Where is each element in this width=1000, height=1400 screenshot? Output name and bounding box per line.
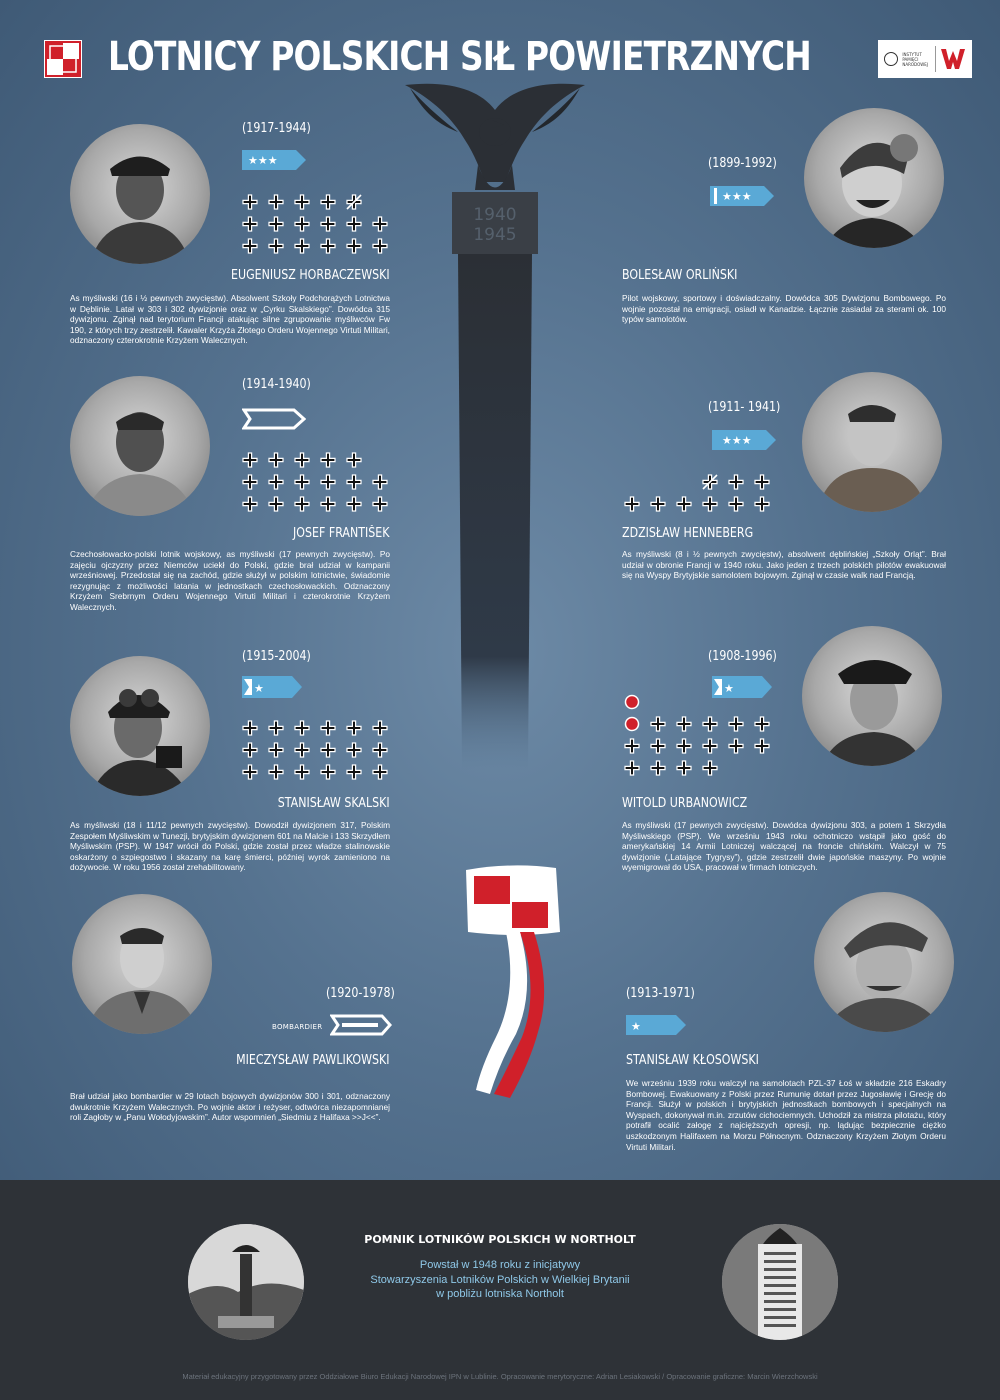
- ipn-logo-text: INSTYTUT PAMIĘCI NARODOWEJ: [902, 51, 928, 67]
- years-henneberg: (1911- 1941): [708, 400, 781, 415]
- eagle-icon: [405, 84, 585, 190]
- victory-cross-icon: [755, 475, 769, 489]
- svg-text:★: ★: [254, 682, 264, 695]
- monument-illustration: [370, 70, 620, 770]
- half-victory-cross-icon: [703, 475, 717, 489]
- victory-cross-icon: [755, 739, 769, 753]
- japanese-victory-roundel-icon: [626, 696, 639, 709]
- name-pawlikowski: MIECZYSŁAW PAWLIKOWSKI: [236, 1053, 390, 1068]
- victory-crosses-urbanowicz: [620, 690, 780, 780]
- victory-cross-icon: [321, 475, 335, 489]
- victory-cross-icon: [373, 497, 387, 511]
- victory-cross-icon: [703, 717, 717, 731]
- victory-cross-icon: [729, 475, 743, 489]
- victory-cross-icon: [347, 721, 361, 735]
- footer-line-1: Powstał w 1948 roku z inicjatywy: [419, 1259, 581, 1271]
- victory-cross-icon: [243, 195, 257, 209]
- victory-cross-icon: [243, 453, 257, 467]
- victory-cross-icon: [373, 743, 387, 757]
- victory-cross-icon: [295, 195, 309, 209]
- victory-cross-icon: [269, 765, 283, 779]
- victory-cross-icon: [729, 497, 743, 511]
- victory-cross-icon: [321, 721, 335, 735]
- victory-cross-icon: [243, 217, 257, 231]
- victory-cross-icon: [243, 239, 257, 253]
- portrait-horbaczewski: [70, 124, 210, 264]
- victory-cross-icon: [269, 239, 283, 253]
- victory-cross-icon: [243, 743, 257, 757]
- victory-cross-icon: [295, 239, 309, 253]
- footer-photo-plaque: [722, 1224, 838, 1340]
- victory-cross-icon: [295, 765, 309, 779]
- victory-cross-icon: [243, 497, 257, 511]
- portrait-skalski: [70, 656, 210, 796]
- victory-cross-icon: [729, 739, 743, 753]
- victory-cross-icon: [321, 195, 335, 209]
- victory-cross-icon: [677, 761, 691, 775]
- plaque-year-start: 1940: [473, 205, 517, 225]
- victory-cross-icon: [625, 497, 639, 511]
- ribbon-checkerboard-illustration: [456, 862, 566, 1102]
- victory-cross-icon: [729, 717, 743, 731]
- victory-cross-icon: [651, 717, 665, 731]
- victory-cross-icon: [347, 765, 361, 779]
- victory-cross-icon: [321, 453, 335, 467]
- victory-cross-icon: [625, 761, 639, 775]
- checkerboard-icon: [44, 40, 82, 78]
- victory-cross-icon: [321, 217, 335, 231]
- years-frantisek: (1914-1940): [242, 377, 311, 392]
- name-henneberg: ZDZISŁAW HENNEBERG: [622, 526, 754, 541]
- portrait-henneberg: [802, 372, 942, 512]
- victory-cross-icon: [677, 497, 691, 511]
- name-klosowski: STANISŁAW KŁOSOWSKI: [626, 1053, 759, 1068]
- years-pawlikowski: (1920-1978): [326, 986, 395, 1001]
- victory-cross-icon: [269, 497, 283, 511]
- victory-cross-icon: [321, 497, 335, 511]
- bio-skalski: As myśliwski (18 i 11/12 pewnych zwycięstw). Dowodził dywizjonem 317, Polskim Zespołem Myśliwskim w Tunezji, brytyjskim dywizjonem 601 na Malcie i 133 Skrzydłem Myśliwskim (PSP). W 1947 wrócił do Polski, gdzie został przez władze stalinowskie oskarżony o szpiegostwo i skazany na karę śmierci, później wyrok zamieniono na dożywocie. W roku 1956 został zrehabilitowany.: [70, 820, 390, 873]
- rank-badge-orlinski: [710, 186, 774, 206]
- victory-cross-icon: [703, 761, 717, 775]
- svg-text:★: ★: [724, 682, 734, 695]
- victory-cross-icon: [703, 497, 717, 511]
- years-urbanowicz: (1908-1996): [708, 649, 777, 664]
- bio-pawlikowski: Brał udział jako bombardier w 29 lotach bojowych dywizjonów 300 i 301, odznaczony dwukrotnie Krzyżem Walecznych. Po wojnie aktor i reżyser, odtwórca niezapomnianej roli Zagłoby w „Panu Wołodyjowskim”. Autor wspomnień „Siedmiu z Halifaxa >>J<<”.: [70, 1091, 390, 1123]
- victory-cross-icon: [269, 217, 283, 231]
- portrait-pawlikowski: [72, 894, 212, 1034]
- victory-cross-icon: [755, 717, 769, 731]
- victory-crosses-horbaczewski: [238, 190, 398, 254]
- bio-horbaczewski: As myśliwski (16 i ½ pewnych zwycięstw). Absolwent Szkoły Podchorążych Lotnictwa w Dęblinie. Latał w 303 i 302 dywizjonie oraz w „Cyrku Skalskiego”. Dowódca 315 dywizjonu. Zginął nad terytorium Francji atakując silne zgrupowanie myśliwców Fw 190, z których trzy zestrzelił. Kawaler Krzyża Złotego Orderu Wojennego Virtuti Militari, odznaczony czterokrotnie Krzyżem Walecznych.: [70, 293, 390, 346]
- years-horbaczewski: (1917-1944): [242, 121, 311, 136]
- victory-cross-icon: [321, 743, 335, 757]
- ipn-seal-icon: [884, 52, 898, 66]
- victory-cross-icon: [651, 761, 665, 775]
- rank-badge-frantisek: [242, 408, 306, 430]
- logo-divider: [935, 46, 936, 72]
- name-urbanowicz: WITOLD URBANOWICZ: [622, 796, 748, 811]
- page-title: LOTNICY POLSKICH SIŁ POWIETRZNYCH: [108, 34, 811, 80]
- victory-cross-icon: [373, 475, 387, 489]
- victory-cross-icon: [651, 497, 665, 511]
- plaque-year-end: 1945: [473, 225, 517, 245]
- victory-cross-icon: [651, 739, 665, 753]
- victory-cross-icon: [321, 765, 335, 779]
- portrait-frantisek: [70, 376, 210, 516]
- victory-cross-icon: [755, 497, 769, 511]
- rank-badge-pawlikowski: [330, 1014, 392, 1036]
- victory-crosses-henneberg: [620, 470, 780, 514]
- svg-text:★: ★: [631, 1020, 641, 1033]
- name-skalski: STANISŁAW SKALSKI: [278, 796, 390, 811]
- rank-label-bombardier: BOMBARDIER: [272, 1023, 323, 1031]
- monument-column: [458, 254, 532, 770]
- name-horbaczewski: EUGENIUSZ HORBACZEWSKI: [231, 268, 390, 283]
- rank-badge-horbaczewski: [242, 150, 306, 170]
- bio-klosowski: We wrześniu 1939 roku walczył na samolotach PZL-37 Łoś w składzie 216 Eskadry Bombowej. Ewakuowany z Polski przez Rumunię dotarł przez Jugosławię i Grecję do Francji. Służył w polskich i brytyjskich jednostkach bombowych i specjalnych na Wyspach, dokonywał m.in. zrzutów cichociemnych. Uchodził za mistrza pilotażu, który potrafił ocalić załogę z najcięższych opresji, np. lądując bezpiecznie ciężko uszkodzonym Halifaxem na Morzu Północnym. Odznaczony Krzyżem Złotym Orderu Virtuti Militari.: [626, 1078, 946, 1152]
- rank-badge-skalski: [242, 676, 302, 698]
- rank-badge-henneberg: [712, 430, 776, 450]
- japanese-victory-roundel-icon: [626, 718, 639, 731]
- name-frantisek: JOSEF FRANTIŠEK: [293, 526, 390, 541]
- victory-cross-icon: [269, 743, 283, 757]
- victory-cross-icon: [295, 453, 309, 467]
- victory-cross-icon: [295, 743, 309, 757]
- victory-cross-icon: [347, 453, 361, 467]
- svg-text:★★★: ★★★: [248, 154, 278, 167]
- portrait-orlinski: [804, 108, 944, 248]
- victory-cross-icon: [625, 739, 639, 753]
- victory-cross-icon: [269, 475, 283, 489]
- svg-text:★★★: ★★★: [722, 190, 752, 203]
- victory-cross-icon: [347, 475, 361, 489]
- victory-cross-icon: [295, 721, 309, 735]
- w-logo-icon: [940, 46, 966, 72]
- footer-photo-monument: [188, 1224, 304, 1340]
- bio-urbanowicz: As myśliwski (17 pewnych zwycięstw). Dowódca dywizjonu 303, a potem 1 Skrzydła Myśliwskiego (PSP). We wrześniu 1943 roku ochotniczo wstąpił jako gość do amerykańskiej 14 Armii Lotniczej walczącej na froncie chińskim. Walczył w 75 dywizjonie („Latające Tygrysy”), gdzie zestrzelił dwie japońskie maszyny. Po wojnie wyemigrował do USA, pracował w firmach lotniczych.: [622, 820, 946, 873]
- footer-description: [300, 1258, 700, 1302]
- footer-line-2: Stowarzyszenia Lotników Polskich w Wielkiej Brytanii: [370, 1273, 630, 1286]
- svg-text:★★★: ★★★: [722, 434, 752, 447]
- victory-cross-icon: [373, 765, 387, 779]
- portrait-urbanowicz: [802, 626, 942, 766]
- victory-crosses-frantisek: [238, 448, 398, 512]
- victory-cross-icon: [295, 217, 309, 231]
- name-orlinski: BOLESŁAW ORLIŃSKI: [622, 268, 738, 283]
- victory-cross-icon: [347, 239, 361, 253]
- victory-cross-icon: [269, 195, 283, 209]
- footer-line-3: w pobliżu lotniska Northolt: [436, 1288, 564, 1300]
- bio-frantisek: Czechosłowacko-polski lotnik wojskowy, as myśliwski (17 pewnych zwycięstw). Po zajęciu ojczyzny przez Niemców uciekł do Polski, gdzie brał udział w kampanii wrześniowej. Przedostał się na zachód, gdzie służył w polskim lotnictwie, świadomie rezygnując z możliwości latania w jednostkach czechosłowackich. Odznaczony Krzyżem Srebrnym Orderu Wojennego Virtuti Militari i czterokrotnie Krzyżem Walecznych.: [70, 549, 390, 612]
- portrait-klosowski: [814, 892, 954, 1032]
- footer-title: POMNIK LOTNIKÓW POLSKICH W NORTHOLT: [364, 1233, 636, 1246]
- victory-cross-icon: [677, 739, 691, 753]
- victory-cross-icon: [243, 475, 257, 489]
- victory-cross-icon: [269, 721, 283, 735]
- years-skalski: (1915-2004): [242, 649, 311, 664]
- victory-cross-icon: [295, 497, 309, 511]
- footer-credits: Materiał edukacyjny przygotowany przez Oddziałowe Biuro Edukacji Narodowej IPN w Lublinie. Opracowanie merytoryczne: Adrian Lesiakowski / Opracowanie graficzne: Marcin Wierzchowski: [182, 1372, 818, 1381]
- victory-crosses-skalski: [238, 716, 398, 780]
- victory-cross-icon: [243, 765, 257, 779]
- rank-badge-klosowski: [626, 1015, 686, 1035]
- victory-cross-icon: [321, 239, 335, 253]
- years-orlinski: (1899-1992): [708, 156, 777, 171]
- half-victory-cross-icon: [347, 195, 361, 209]
- victory-cross-icon: [373, 721, 387, 735]
- victory-cross-icon: [295, 475, 309, 489]
- victory-cross-icon: [243, 721, 257, 735]
- logos-box: [878, 40, 972, 78]
- victory-cross-icon: [703, 739, 717, 753]
- victory-cross-icon: [347, 743, 361, 757]
- years-klosowski: (1913-1971): [626, 986, 695, 1001]
- victory-cross-icon: [373, 239, 387, 253]
- victory-cross-icon: [373, 217, 387, 231]
- victory-cross-icon: [347, 217, 361, 231]
- victory-cross-icon: [269, 453, 283, 467]
- bio-orlinski: Pilot wojskowy, sportowy i doświadczalny. Dowódca 305 Dywizjonu Bombowego. Po wojnie pozostał na emigracji, osiadł w Kanadzie. Łącznie zasiadał za sterami ok. 100 typów samolotów.: [622, 293, 946, 325]
- victory-cross-icon: [347, 497, 361, 511]
- victory-cross-icon: [677, 717, 691, 731]
- bio-henneberg: As myśliwski (8 i ½ pewnych zwycięstw), absolwent dęblińskiej „Szkoły Orląt”. Brał udział w obronie Francji w 1940 roku. Jako jeden z trzech polskich pilotów ewakuował się na Wyspy Brytyjskie samolotem bojowym. Zginął w czasie walk nad Francją.: [622, 549, 946, 581]
